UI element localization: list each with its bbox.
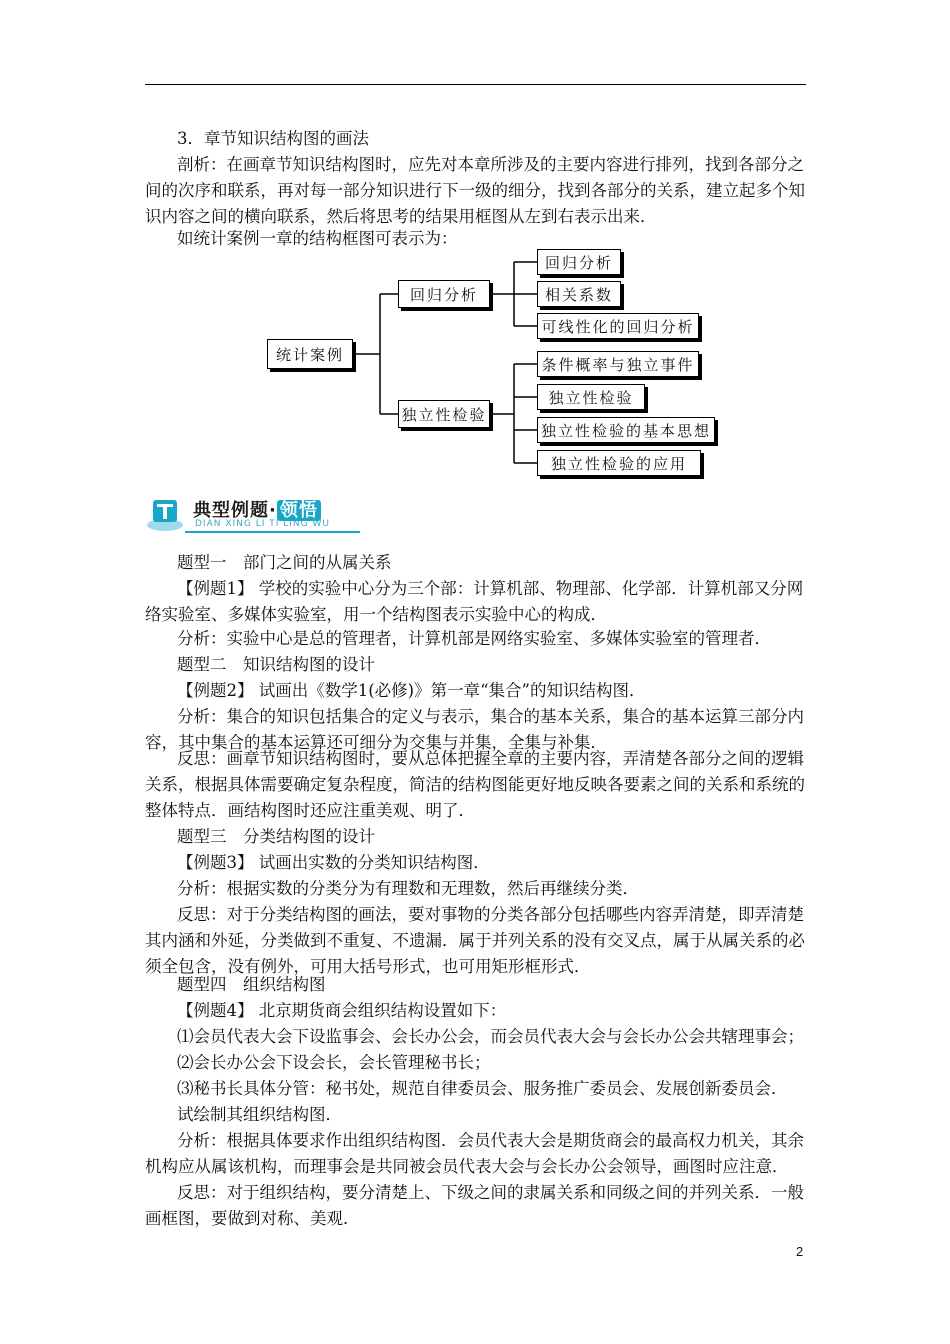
diagram-leaf: 独立性检验的应用 <box>537 450 701 476</box>
banner-logo-icon <box>145 494 185 532</box>
example-1: 【例题1】 学校的实验中心分为三个部：计算机部、物理部、化学部．计算机部又分网络实验室、多媒体实验室，用一个结构图表示实验中心的构成． <box>145 579 804 624</box>
diagram-branch-independence: 独立性检验 <box>398 400 490 428</box>
diagram-leaf: 独立性检验的基本思想 <box>537 417 715 443</box>
topic-heading-1: 题型一 部门之间的从属关系 <box>177 553 392 572</box>
example-4-item-3: ⑶秘书长具体分管：秘书处，规范自律委员会、服务推广委员会、发展创新委员会． <box>177 1079 788 1098</box>
example-3: 【例题3】 试画出实数的分类知识结构图． <box>177 853 490 872</box>
diagram-branch-regression: 回归分析 <box>398 280 490 308</box>
diagram-leaf: 独立性检验 <box>537 384 645 410</box>
analysis-4: 分析：根据具体要求作出组织结构图．会员代表大会是期货商会的最高权力机关，其余机构应从属该机构，而理事会是共同被会员代表大会与会长办公会领导，画图时应注意． <box>145 1131 804 1176</box>
banner-highlight: 领悟 <box>277 500 321 521</box>
diagram-intro: 如统计案例一章的结构框图可表示为： <box>177 229 458 248</box>
topic-heading-2: 题型二 知识结构图的设计 <box>177 655 375 674</box>
reflection-4: 反思：对于组织结构，要分清楚上、下级之间的隶属关系和同级之间的并列关系．一般画框图，要做到对称、美观． <box>145 1183 804 1228</box>
example-4: 【例题4】 北京期货商会组织结构设置如下： <box>177 1001 507 1020</box>
analysis-2: 分析：集合的知识包括集合的定义与表示，集合的基本关系，集合的基本运算三部分内容，其中集合的基本运算还可细分为交集与并集，全集与补集． <box>145 707 804 752</box>
example-4-item-1: ⑴会员代表大会下设监事会、会长办公会，而会员代表大会与会长办公会共辖理事会； <box>177 1027 804 1046</box>
example-4-item-2: ⑵会长办公会下设会长，会长管理秘书长； <box>177 1053 491 1072</box>
section-banner <box>145 494 365 534</box>
example-4-task: 试绘制其组织结构图． <box>177 1105 342 1124</box>
section-heading: 3．章节知识结构图的画法 <box>177 129 369 148</box>
banner-underline <box>185 531 360 533</box>
reflection-2: 反思：画章节知识结构图时，要从总体把握全章的主要内容，弄清楚各部分之间的逻辑关系，根据具体需要确定复杂程度，简洁的结构图能更好地反映各要素之间的关系和系统的整体特点．画结构图时还应注重美观、明了． <box>145 749 805 820</box>
banner-subtitle: DIAN XING LI TI LING WU <box>195 519 330 529</box>
analysis-3: 分析：根据实数的分类分为有理数和无理数，然后再继续分类． <box>177 879 639 898</box>
section-analysis: 剖析：在画章节知识结构图时，应先对本章所涉及的主要内容进行排列，找到各部分之间的次序和联系，再对每一部分知识进行下一级的细分，找到各部分的关系，建立起多个知识内容之间的横向联系，然后将思考的结果用框图从左到右表示出来． <box>145 155 805 226</box>
diagram-leaf: 相关系数 <box>537 281 621 307</box>
example-2: 【例题2】 试画出《数学1(必修)》第一章“集合”的知识结构图． <box>177 681 646 700</box>
diagram-root-box: 统计案例 <box>267 339 353 369</box>
diagram-leaf: 可线性化的回归分析 <box>537 313 699 339</box>
diagram-leaf: 回归分析 <box>537 249 621 275</box>
analysis-1: 分析：实验中心是总的管理者，计算机部是网络实验室、多媒体实验室的管理者． <box>177 629 771 648</box>
reflection-3: 反思：对于分类结构图的画法，要对事物的分类各部分包括哪些内容弄清楚，即弄清楚其内涵和外延，分类做到不重复、不遗漏．属于并列关系的没有交叉点，属于从属关系的必须全包含，没有例外，可用大括号形式，也可用矩形框形式． <box>145 905 805 976</box>
topic-heading-4: 题型四 组织结构图 <box>177 975 326 994</box>
topic-heading-3: 题型三 分类结构图的设计 <box>177 827 375 846</box>
page-number: 2 <box>796 1244 804 1259</box>
diagram-leaf: 条件概率与独立事件 <box>537 351 699 377</box>
banner-title-text: 典型例题· <box>193 500 277 521</box>
